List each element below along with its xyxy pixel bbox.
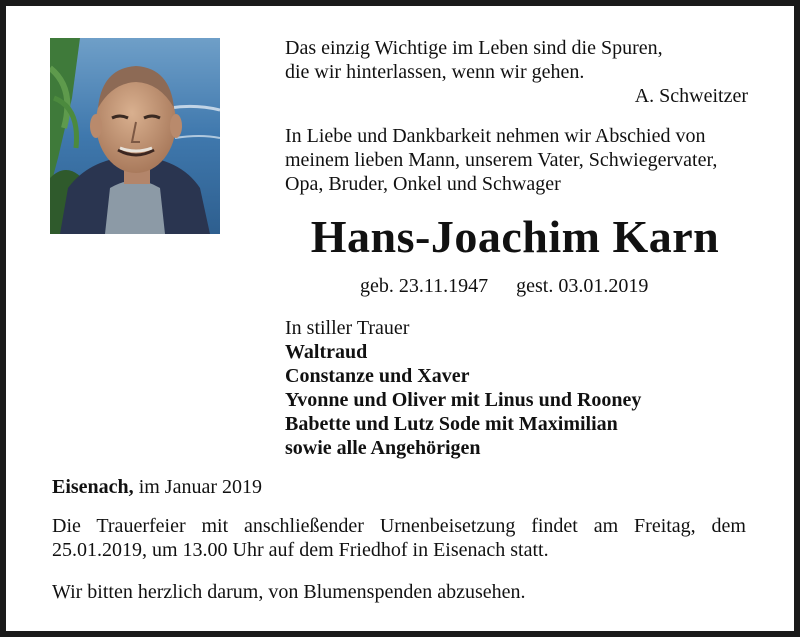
mourners-list bbox=[285, 316, 641, 460]
quote-line-2: die wir hinterlassen, wenn wir gehen. bbox=[285, 61, 585, 83]
mourner-name: Waltraud bbox=[285, 341, 368, 363]
place-date bbox=[52, 475, 262, 499]
deceased-name: Hans-Joachim Karn bbox=[310, 211, 720, 262]
birth-date: geb. 23.11.1947 bbox=[360, 275, 489, 297]
quote-line-1: Das einzig Wichtige im Leben sind die Spuren, bbox=[285, 37, 663, 59]
mourner-name: sowie alle Angehörigen bbox=[285, 437, 481, 459]
mourner-name: Babette und Lutz Sode mit Maximilian bbox=[285, 413, 618, 435]
flowers-note: Wir bitten herzlich darum, von Blumenspenden abzusehen. bbox=[52, 581, 526, 603]
intro-line-3: Opa, Bruder, Onkel und Schwager bbox=[285, 173, 561, 195]
portrait-photo bbox=[50, 38, 220, 234]
quote bbox=[285, 36, 663, 84]
farewell-intro bbox=[285, 124, 717, 196]
ceremony-line-1: Die Trauerfeier mit anschließender Urnenbeisetzung findet am Freitag, dem bbox=[52, 515, 746, 537]
ceremony-notice bbox=[52, 514, 746, 562]
mourners-heading: In stiller Trauer bbox=[285, 317, 410, 339]
mourner-name: Constanze und Xaver bbox=[285, 365, 470, 387]
quote-author: A. Schweitzer bbox=[634, 85, 748, 107]
ceremony-line-2: 25.01.2019, um 13.00 Uhr auf dem Friedhof in Eisenach statt. bbox=[52, 539, 549, 561]
life-dates bbox=[360, 274, 648, 298]
intro-line-1: In Liebe und Dankbarkeit nehmen wir Abschied von bbox=[285, 125, 706, 147]
mourner-name: Yvonne und Oliver mit Linus und Rooney bbox=[285, 389, 642, 411]
intro-line-2: meinem lieben Mann, unserem Vater, Schwiegervater, bbox=[285, 149, 718, 171]
death-date: gest. 03.01.2019 bbox=[516, 275, 649, 297]
place-month: im Januar 2019 bbox=[138, 476, 262, 498]
place-city: Eisenach, bbox=[52, 476, 134, 498]
